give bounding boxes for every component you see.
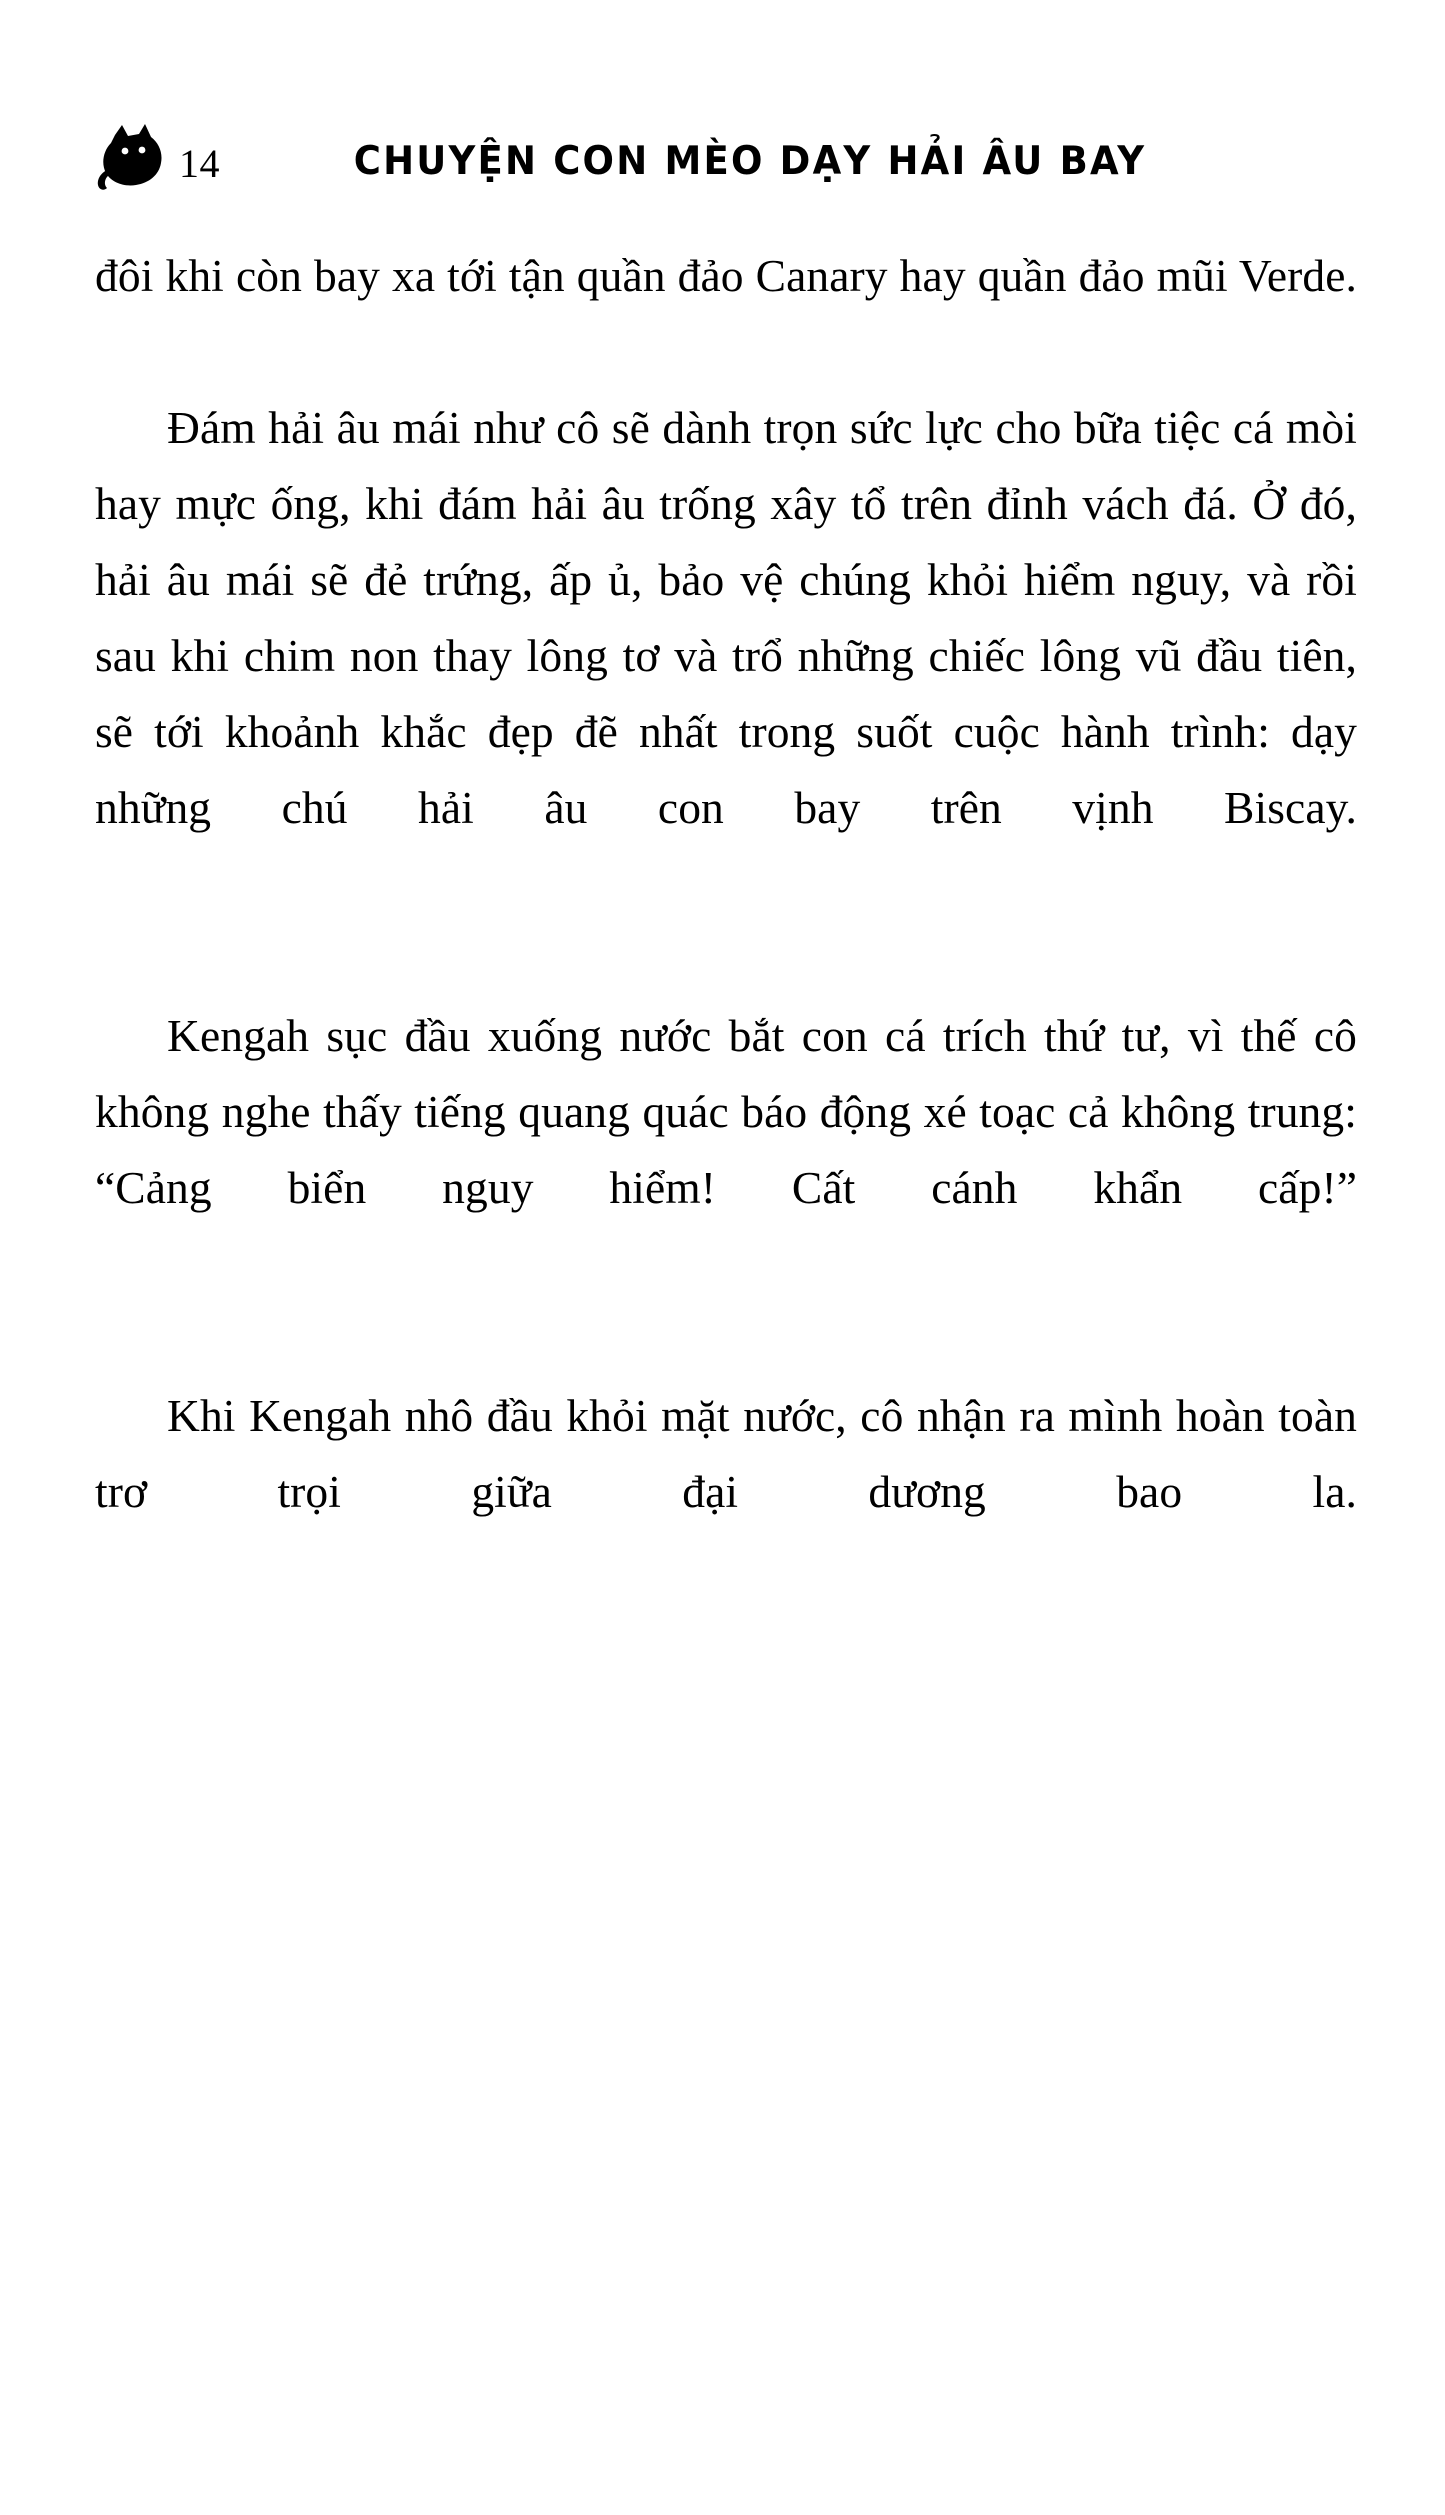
page-header <box>95 118 1350 198</box>
paragraph-spacer <box>95 1302 1357 1378</box>
paragraph-spacer <box>95 922 1357 998</box>
paragraph: Đám hải âu mái như cô sẽ dành trọn sức lực cho bữa tiệc cá mòi hay mực ống, khi đám hải âu trống xây tổ trên đỉnh vách đá. Ở đó, hải âu mái sẽ đẻ trứng, ấp ủ, bảo vệ chúng khỏi hiểm nguy, và rồi sau khi chim non thay lông tơ và trổ những chiếc lông vũ đầu tiên, sẽ tới khoảnh khắc đẹp đẽ nhất trong suốt cuộc hành trình: dạy những chú hải âu con bay trên vịnh Biscay. <box>95 402 1357 833</box>
running-title: CHUYỆN CON MÈO DẠY HẢI ÂU BAY <box>353 137 1147 183</box>
paragraph: Kengah sục đầu xuống nước bắt con cá trích thứ tư, vì thế cô không nghe thấy tiếng quang quác báo động xé toạc cả không trung: “Cảng biển nguy hiểm! Cất cánh khẩn cấp!” <box>95 1010 1357 1213</box>
paragraph: đôi khi còn bay xa tới tận quần đảo Canary hay quần đảo mũi Verde. <box>95 250 1357 301</box>
paragraph: Khi Kengah nhô đầu khỏi mặt nước, cô nhận ra mình hoàn toàn trơ trọi giữa đại dương bao la. <box>95 1390 1357 1517</box>
page-number: 14 <box>179 141 220 186</box>
body-text <box>95 238 1357 1606</box>
